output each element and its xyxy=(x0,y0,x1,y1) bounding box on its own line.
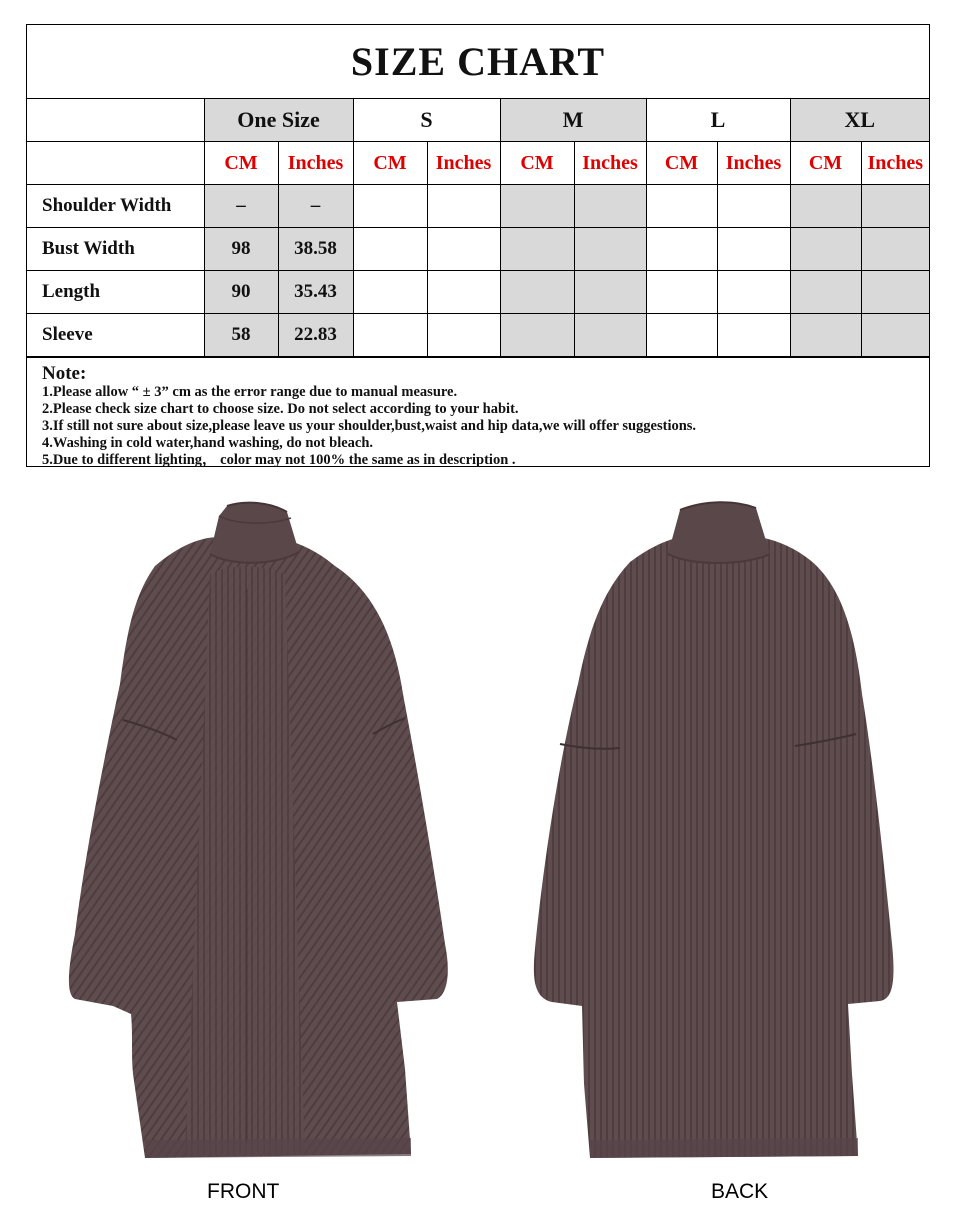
empty-cell xyxy=(861,271,929,314)
cell-inches: – xyxy=(278,185,353,228)
empty-cell xyxy=(717,271,790,314)
notes-section xyxy=(27,357,929,469)
front-product-photo xyxy=(5,494,479,1161)
unit-inches: Inches xyxy=(427,142,500,185)
unit-cm: CM xyxy=(500,142,574,185)
empty-cell xyxy=(427,185,500,228)
empty-cell xyxy=(717,185,790,228)
note-line: 4.Washing in cold water,hand washing, do not bleach. xyxy=(42,435,374,451)
table-row xyxy=(27,271,929,314)
unit-corner-cell xyxy=(27,142,204,185)
empty-cell xyxy=(353,185,427,228)
note-line: 3.If still not sure about size,please leave us your shoulder,bust,waist and hip data,we will offer suggestions. xyxy=(42,418,697,434)
size-table xyxy=(27,99,929,357)
empty-cell xyxy=(353,228,427,271)
notes-heading: Note: xyxy=(42,363,87,384)
empty-cell xyxy=(574,314,646,357)
empty-cell xyxy=(646,271,717,314)
empty-cell xyxy=(427,228,500,271)
note-line: 2.Please check size chart to choose size. Do not select according to your habit. xyxy=(42,401,519,417)
empty-cell xyxy=(790,314,861,357)
empty-cell xyxy=(790,228,861,271)
empty-cell xyxy=(790,185,861,228)
size-header-row xyxy=(27,99,929,142)
empty-cell xyxy=(646,314,717,357)
empty-cell xyxy=(427,271,500,314)
size-xl: XL xyxy=(790,99,929,142)
empty-cell xyxy=(500,271,574,314)
unit-cm: CM xyxy=(353,142,427,185)
unit-inches: Inches xyxy=(717,142,790,185)
corner-cell xyxy=(27,99,204,142)
unit-header-row xyxy=(27,142,929,185)
row-label-length: Length xyxy=(27,271,204,314)
back-caption: BACK xyxy=(711,1180,769,1203)
empty-cell xyxy=(861,228,929,271)
size-l: L xyxy=(646,99,790,142)
note-line: 1.Please allow “ ± 3” cm as the error range due to manual measure. xyxy=(42,384,458,400)
empty-cell xyxy=(427,314,500,357)
chart-title: SIZE CHART xyxy=(27,25,929,99)
empty-cell xyxy=(790,271,861,314)
back-product-photo xyxy=(480,494,954,1161)
cell-cm: – xyxy=(204,185,278,228)
empty-cell xyxy=(574,228,646,271)
size-m: M xyxy=(500,99,646,142)
empty-cell xyxy=(574,185,646,228)
unit-cm: CM xyxy=(646,142,717,185)
empty-cell xyxy=(353,271,427,314)
row-label-sleeve: Sleeve xyxy=(27,314,204,357)
table-row xyxy=(27,314,929,357)
cell-cm: 58 xyxy=(204,314,278,357)
cell-inches: 22.83 xyxy=(278,314,353,357)
dress-body-back xyxy=(534,535,894,1158)
table-row xyxy=(27,228,929,271)
row-label-shoulder-width: Shoulder Width xyxy=(27,185,204,228)
empty-cell xyxy=(574,271,646,314)
empty-cell xyxy=(717,314,790,357)
empty-cell xyxy=(861,185,929,228)
unit-inches: Inches xyxy=(574,142,646,185)
size-chart xyxy=(26,24,930,467)
size-one-size: One Size xyxy=(204,99,353,142)
note-line: 5.Due to different lighting， color may not 100% the same as in description . xyxy=(42,452,516,468)
unit-cm: CM xyxy=(790,142,861,185)
row-label-bust-width: Bust Width xyxy=(27,228,204,271)
turtleneck-collar xyxy=(668,502,770,563)
table-row xyxy=(27,185,929,228)
empty-cell xyxy=(861,314,929,357)
unit-cm: CM xyxy=(204,142,278,185)
unit-inches: Inches xyxy=(861,142,929,185)
unit-inches: Inches xyxy=(278,142,353,185)
cell-cm: 98 xyxy=(204,228,278,271)
back-sweater-dress-image xyxy=(480,494,954,1161)
empty-cell xyxy=(500,314,574,357)
empty-cell xyxy=(500,185,574,228)
empty-cell xyxy=(646,185,717,228)
cell-inches: 35.43 xyxy=(278,271,353,314)
cell-cm: 90 xyxy=(204,271,278,314)
front-caption: FRONT xyxy=(207,1180,280,1203)
empty-cell xyxy=(717,228,790,271)
empty-cell xyxy=(353,314,427,357)
empty-cell xyxy=(646,228,717,271)
empty-cell xyxy=(500,228,574,271)
cell-inches: 38.58 xyxy=(278,228,353,271)
size-s: S xyxy=(353,99,500,142)
front-sweater-dress-image xyxy=(5,494,479,1161)
